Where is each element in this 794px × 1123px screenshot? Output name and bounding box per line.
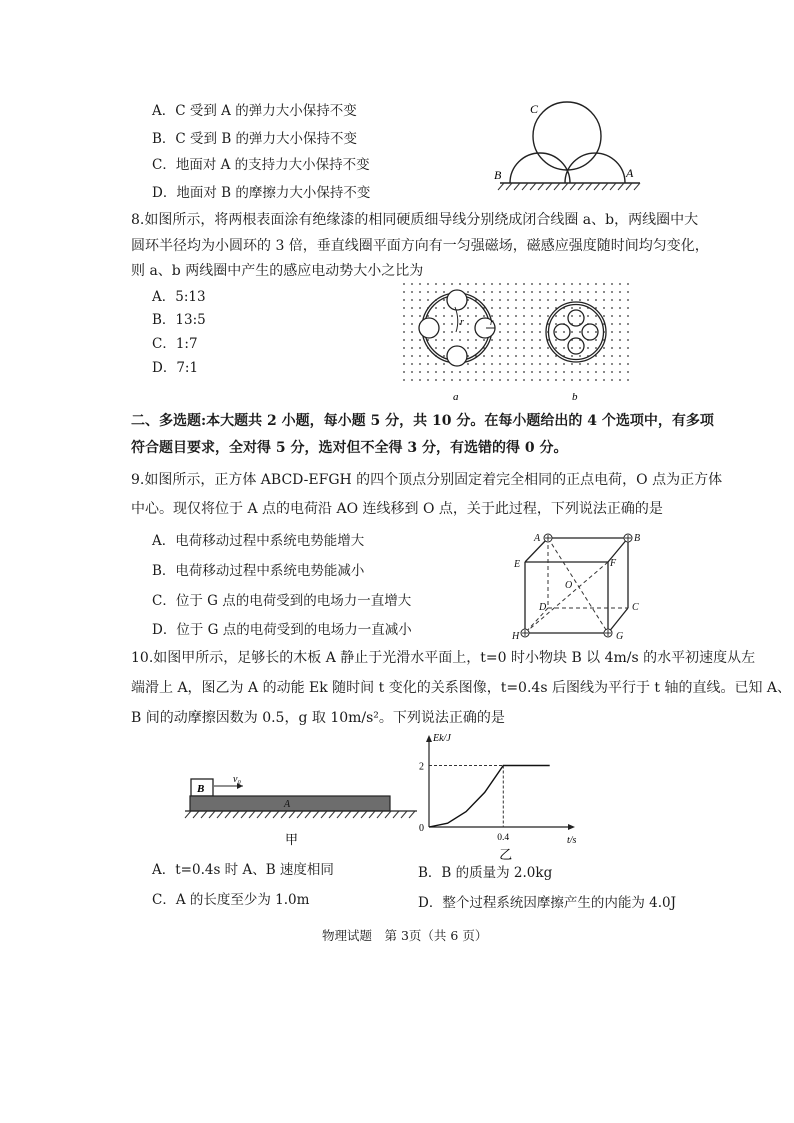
q9-stem-line-1: 9.如图所示，正方体 ABCD-EFGH 的四个顶点分别固定着完全相同的正点电荷，O 点为正方体 xyxy=(131,472,723,488)
q8-option-a: A．5:13 xyxy=(152,289,206,305)
fig-jia-caption: 甲 xyxy=(285,833,299,848)
q10-stem-line-1: 10.如图甲所示，足够长的木板 A 静止于光滑水平面上，t=0 时小物块 B 以 4m/s 的水平初速度从左 xyxy=(131,650,756,666)
q8-stem-line-3: 则 a、b 两线圈中产生的感应电动势大小之比为 xyxy=(131,263,424,279)
coil-a-label: a xyxy=(453,391,459,403)
page-footer: 物理试题 第 3页（共 6 页） xyxy=(322,928,488,943)
label-c: C xyxy=(530,102,539,116)
cube-label-c: C xyxy=(632,602,639,613)
cube-label-h: H xyxy=(512,631,520,642)
section2-line-1: 二、多选题:本大题共 2 小题，每小题 5 分，共 10 分。在每小题给出的 4 个选项中，有多项 xyxy=(131,413,714,429)
cube-label-o: O xyxy=(565,580,573,591)
q9-cube-figure xyxy=(510,528,660,643)
board-a-label: A xyxy=(284,799,291,810)
q9-option-a: A．电荷移动过程中系统电势能增大 xyxy=(152,533,365,549)
label-a: A xyxy=(626,166,634,180)
cube-label-d: D xyxy=(539,602,547,613)
coil-a-radius-small: r xyxy=(490,317,494,327)
q8-option-d: D．7:1 xyxy=(152,360,199,376)
y-axis-arrow xyxy=(426,735,432,742)
fig-yi-caption: 乙 xyxy=(499,848,513,863)
q9-option-d: D．位于 G 点的电荷受到的电场力一直减小 xyxy=(152,622,412,638)
q10-option-a: A．t=0.4s 时 A、B 速度相同 xyxy=(152,862,334,878)
q7-cylinders-figure xyxy=(490,95,655,195)
q8-option-b: B．13:5 xyxy=(152,312,206,328)
q9-option-c: C．位于 G 点的电荷受到的电场力一直增大 xyxy=(152,593,412,609)
cube-label-g: G xyxy=(616,631,624,642)
q10-option-b: B．B 的质量为 2.0kg xyxy=(418,865,553,881)
q10-stem-line-2: 端滑上 A，图乙为 A 的动能 Ek 随时间 t 变化的关系图像，t=0.4s 后图线为平行于 t 轴的直线。已知 A、 xyxy=(131,680,792,696)
q10-stem-line-3: B 间的动摩擦因数为 0.5，g 取 10m/s²。下列说法正确的是 xyxy=(131,710,505,726)
origin-label: 0 xyxy=(419,823,424,834)
q9-stem-line-2: 中心。现仅将位于 A 点的电荷沿 AO 连线移到 O 点，关于此过程，下列说法正确的是 xyxy=(131,501,663,517)
ground-hatch xyxy=(498,183,640,190)
block-b-label: B xyxy=(197,783,205,795)
coil-b-label: b xyxy=(572,391,578,403)
cube-label-a: A xyxy=(534,533,541,544)
ek-series-line xyxy=(429,766,550,828)
section2-line-2: 符合题目要求，全对得 5 分，选对但不全得 3 分，有选错的得 0 分。 xyxy=(131,440,568,456)
y-tick-label: 2 xyxy=(419,761,424,773)
label-b: B xyxy=(494,168,502,182)
q10-fig-jia xyxy=(185,772,425,852)
q7-option-a: A．C 受到 A 的弹力大小保持不变 xyxy=(152,103,357,119)
v0-label: v₀ xyxy=(233,774,241,785)
q8-stem-line-1: 8.如图所示，将两根表面涂有绝缘漆的相同硬质细导线分别绕成闭合线圈 a、b，两线圈中大 xyxy=(131,212,699,228)
q7-option-b: B．C 受到 B 的弹力大小保持不变 xyxy=(152,131,358,147)
y-axis-label: Ek/J xyxy=(433,733,451,744)
q9-option-b: B．电荷移动过程中系统电势能减小 xyxy=(152,563,365,579)
q10-option-d: D．整个过程系统因摩擦产生的内能为 4.0J xyxy=(418,895,676,911)
x-axis-label: t/s xyxy=(567,835,577,846)
q8-stem-line-2: 圆环半径均为小圆环的 3 倍，垂直线圈平面方向有一匀强磁场，磁感应强度随时间均匀变化， xyxy=(131,238,709,254)
cube-label-b: B xyxy=(634,533,641,544)
q10-fig-yi-chart xyxy=(405,733,577,863)
cylinder-c xyxy=(533,102,601,170)
cylinder-a xyxy=(565,153,625,183)
q8-coils-figure xyxy=(400,280,640,405)
cube-label-e: E xyxy=(514,559,521,570)
q7-option-d: D．地面对 B 的摩擦力大小保持不变 xyxy=(152,185,371,201)
x-axis-arrow xyxy=(568,824,575,830)
cube-label-f: F xyxy=(610,558,617,569)
q10-option-c: C．A 的长度至少为 1.0m xyxy=(152,892,310,908)
q8-option-c: C．1:7 xyxy=(152,336,198,352)
x-tick-label: 0.4 xyxy=(497,833,510,843)
q7-option-c: C．地面对 A 的支持力大小保持不变 xyxy=(152,157,370,173)
coil-a-radius-big: r xyxy=(460,317,464,328)
